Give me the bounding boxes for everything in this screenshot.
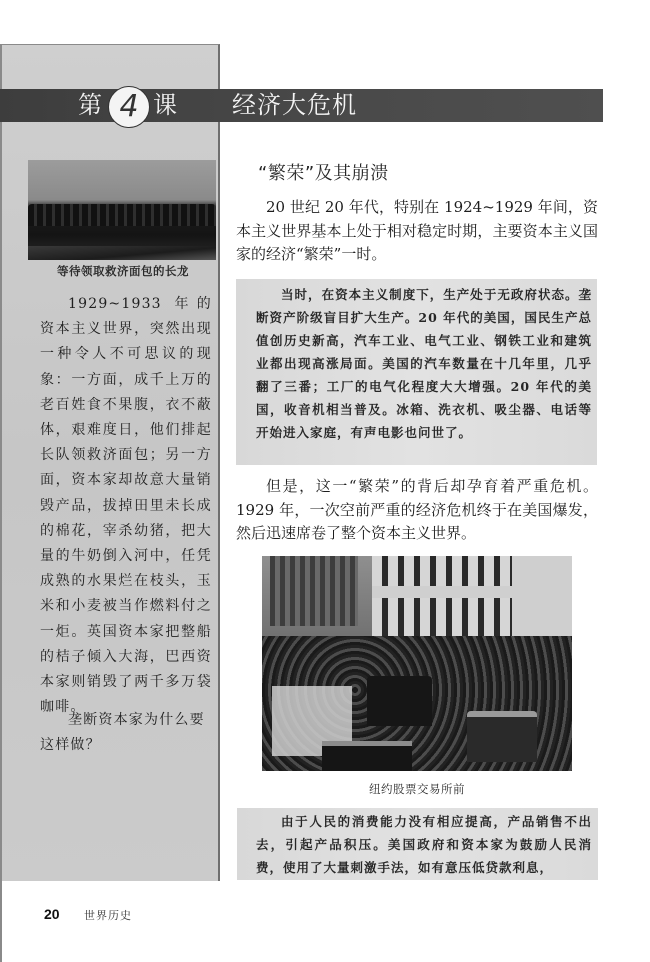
main-paragraph-1-text: 20 世纪 20 年代，特别在 1924~1929 年间，资本主义世界基本上处于相对稳定时期，主要资本主义国家的经济“繁荣”一时。 <box>236 198 598 263</box>
photo-building-left <box>270 556 358 626</box>
main-paragraph-2-text: 但是，这一“繁荣”的背后却孕育着严重危机。1929 年，一次空前严重的经济危机终于在美国爆发，然后迅速席卷了整个资本主义世界。 <box>236 477 598 542</box>
section-heading: “繁荣”及其崩溃 <box>258 163 389 184</box>
lesson-prefix: 第 <box>78 91 102 119</box>
sidebar-question-text: 垄断资本家为什么要这样做？ <box>40 712 205 754</box>
stock-exchange-photo <box>262 556 572 771</box>
photo-crowd <box>28 204 216 226</box>
stock-exchange-photo-caption: 纽约股票交易所前 <box>369 782 465 796</box>
photo-car <box>367 676 432 726</box>
breadline-photo-caption: 等待领取救济面包的长龙 <box>57 264 189 278</box>
sidebar-paragraph: 1929~1933 年的资本主义世界，突然出现一种令人不可思议的现象：一方面，成千上万的老百姓食不果腹，衣不蔽体，艰难度日，他们排起长队领救济面包；另一方面，资本家却故意大量销毁产品，拔掉田里未长成的棉花，宰杀幼猪，把大量的牛奶倒入河中，任凭成熟的水果烂在枝头，玉米和小麦被当作燃料付之一炬。英国资本家把整船的桔子倾入大海，巴西资本家则销毁了两千多万袋咖啡。 <box>40 296 212 716</box>
sidebar-question <box>40 708 212 758</box>
lesson-suffix: 课 <box>153 91 177 119</box>
main-paragraph-2 <box>236 475 598 546</box>
reading-box-1-paragraph: 当时，在资本主义制度下，生产处于无政府状态。垄断资产阶级盲目扩大生产。20 年代的美国，国民生产总值创历史新高，汽车工业、电气工业、钢铁工业和建筑业都出现高涨局面。美国的汽车数量在十几年里，几乎翻了三番；工厂的电气化程度大大增强。20 年代的美国，收音机相当普及。冰箱、洗衣机、吸尘器、电话等开始进入家庭，有声电影也问世了。 <box>256 287 592 440</box>
page-number: 20 <box>44 906 60 922</box>
sidebar-story <box>40 292 212 720</box>
lesson-number-badge: 4 <box>108 86 150 128</box>
breadline-photo <box>28 160 216 260</box>
reading-box-1-text <box>256 283 592 444</box>
photo-car <box>322 741 412 771</box>
book-title: 世界历史 <box>84 909 132 922</box>
reading-box-2-text <box>256 810 592 879</box>
lesson-title: 经济大危机 <box>232 91 357 119</box>
photo-building-cornice <box>372 586 512 598</box>
page-edge-rule <box>0 44 2 962</box>
reading-box-2-paragraph: 由于人民的消费能力没有相应提高，产品销售不出去，引起产品积压。美国政府和资本家为鼓励人民消费，使用了大量刺激手法，如有意压低贷款利息， <box>256 814 592 875</box>
main-paragraph-1 <box>236 196 598 267</box>
photo-ground <box>28 246 216 260</box>
photo-car <box>467 711 537 762</box>
